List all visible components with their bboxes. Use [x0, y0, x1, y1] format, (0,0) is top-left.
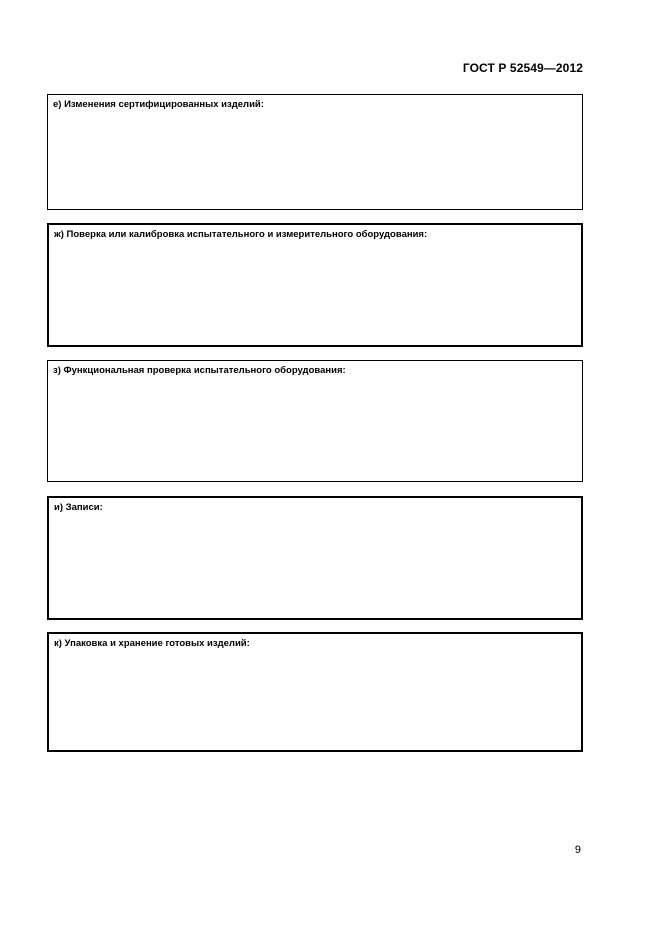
section-label: е) Изменения сертифицированных изделий:	[53, 99, 264, 110]
section-box-functional-check[interactable]	[47, 360, 583, 482]
section-box-records[interactable]	[47, 496, 583, 620]
section-box-packaging-storage[interactable]	[47, 632, 583, 752]
section-label: к) Упаковка и хранение готовых изделий:	[54, 638, 250, 649]
section-label: з) Функциональная проверка испытательного оборудования:	[53, 365, 346, 376]
section-label: ж) Поверка или калибровка испытательного и измерительного оборудования:	[54, 229, 428, 240]
section-box-certified-changes[interactable]	[47, 94, 583, 210]
page-number: 9	[574, 844, 581, 856]
document-standard-header: ГОСТ Р 52549—2012	[462, 61, 583, 75]
section-label: и) Записи:	[54, 502, 103, 513]
section-box-calibration[interactable]	[47, 223, 583, 347]
